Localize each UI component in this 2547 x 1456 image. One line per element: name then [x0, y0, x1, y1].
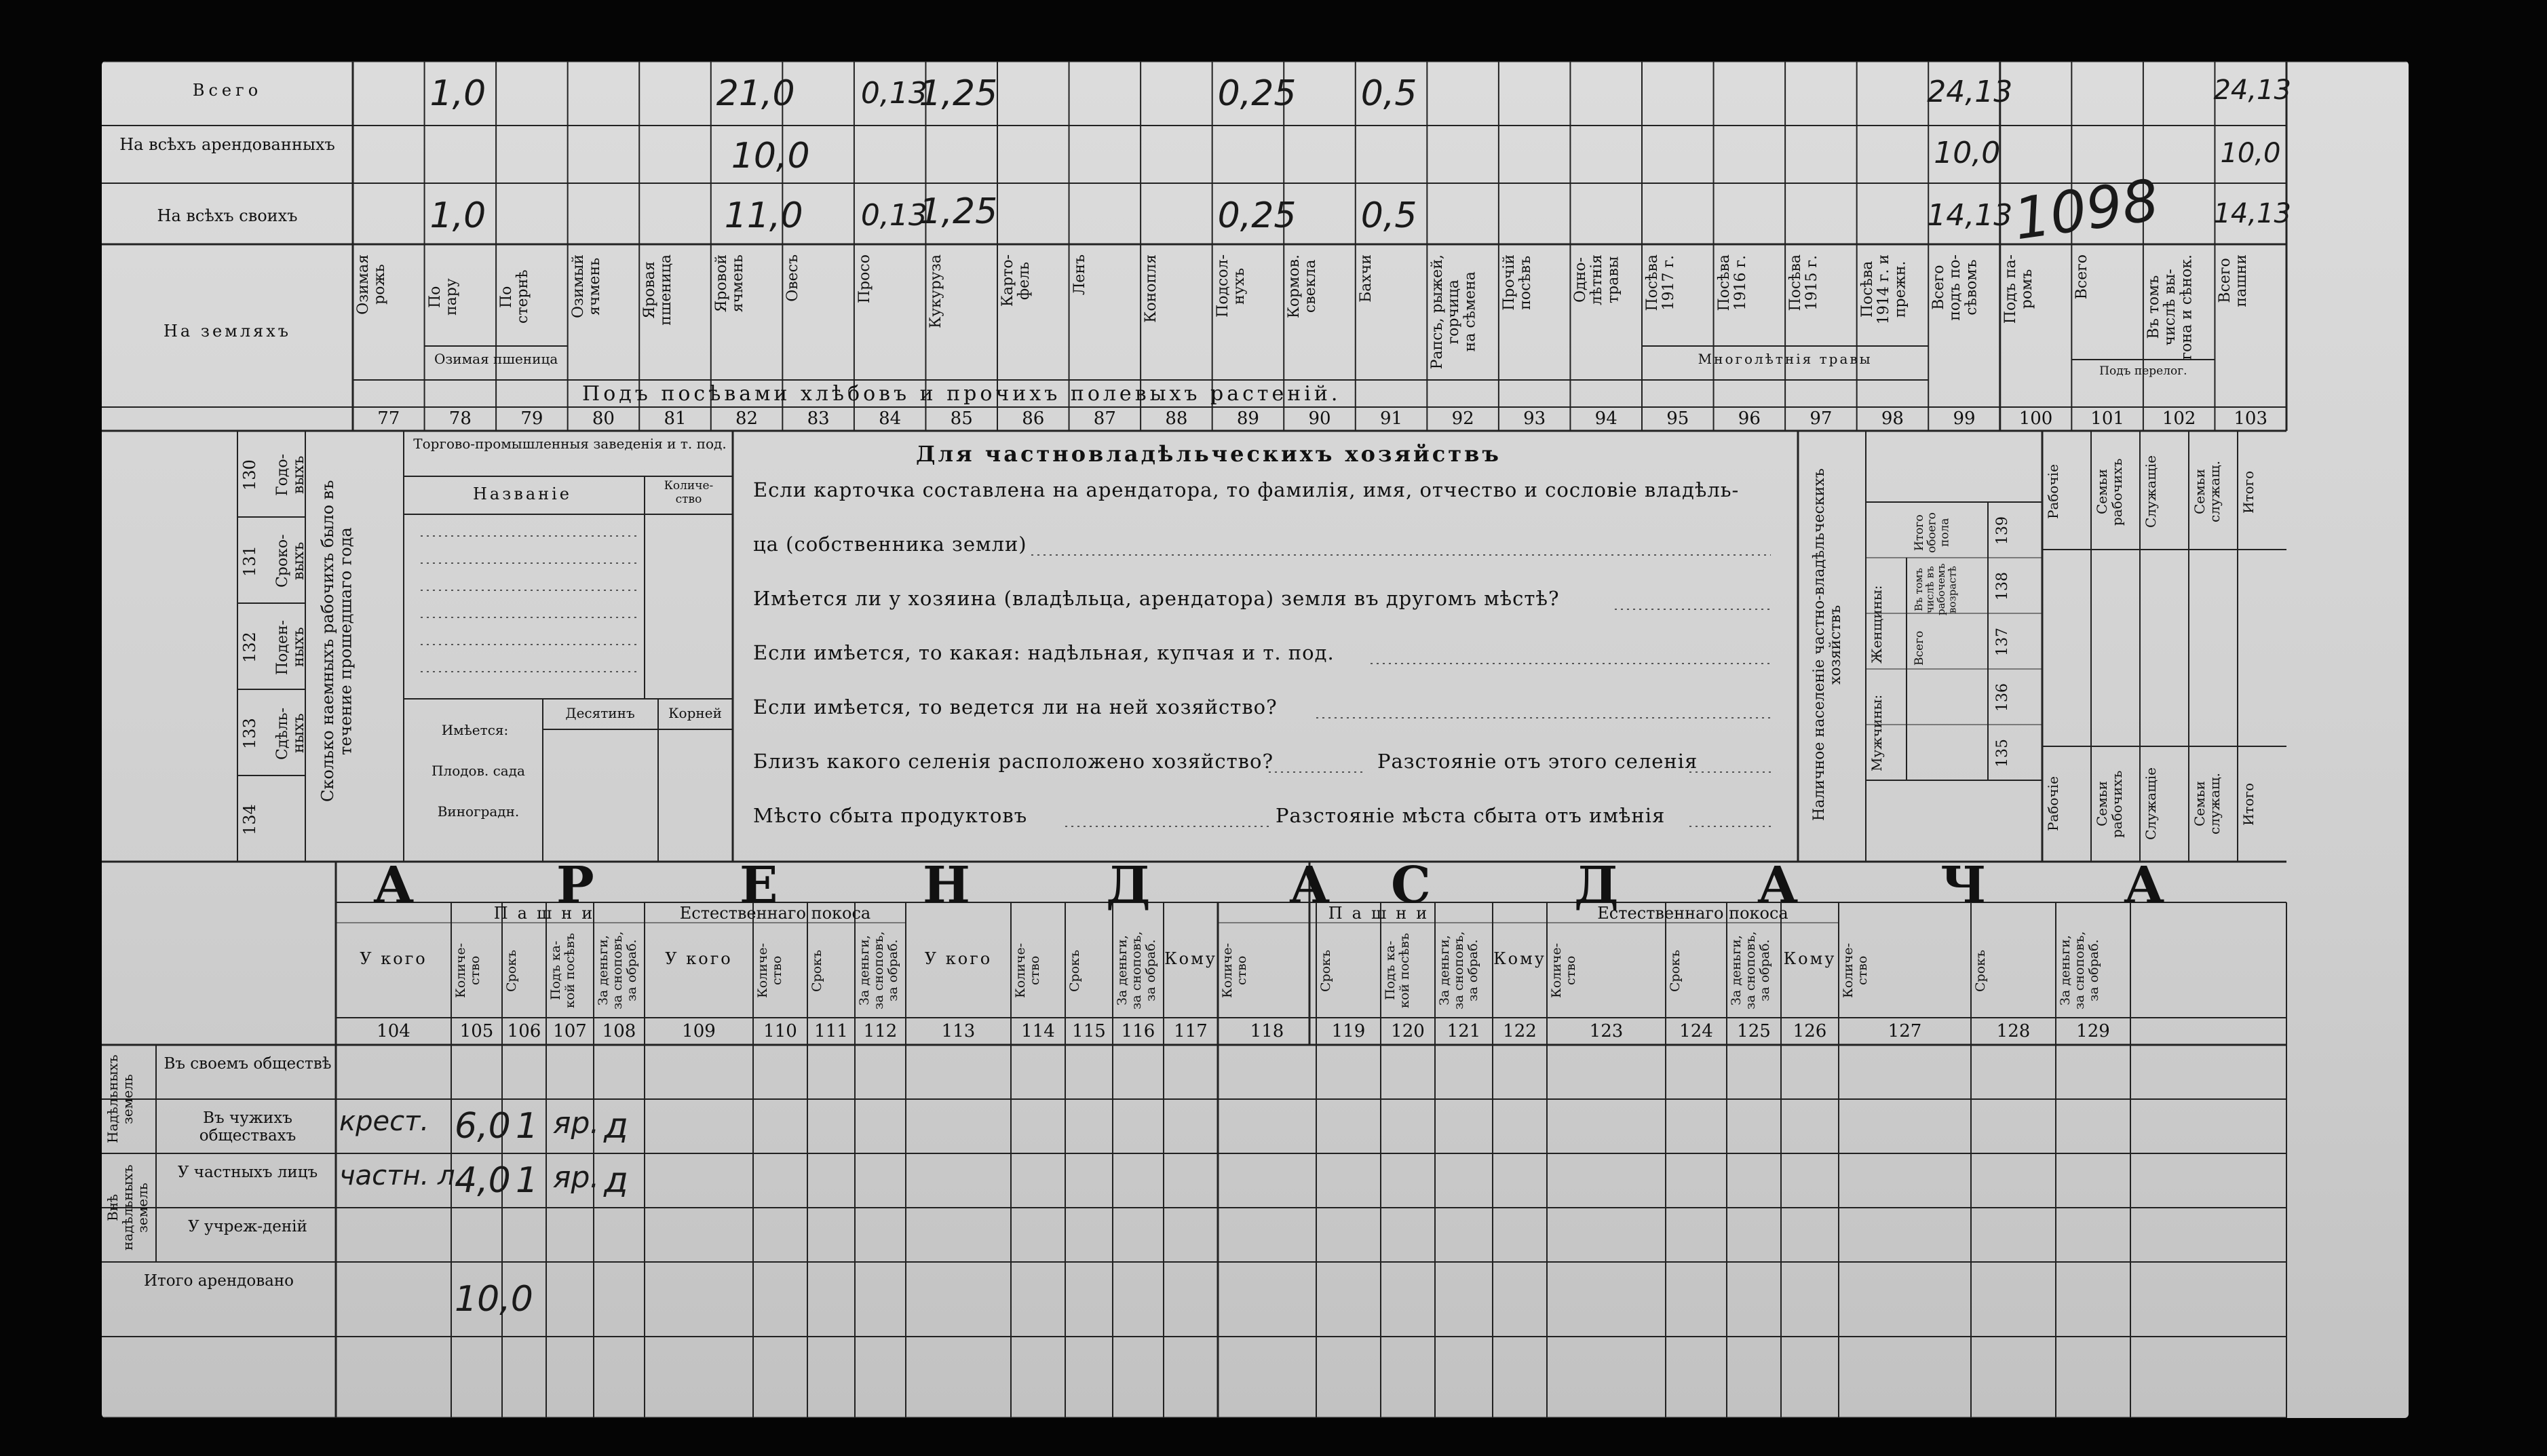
sdacha-letter: А	[1757, 856, 1799, 915]
right-col-footer: Рабочiе	[2045, 776, 2061, 832]
pod-perelog-header: Подъ перелог.	[2099, 364, 2187, 378]
column-header: Бахчи	[1357, 254, 1375, 303]
sdacha-letter: А	[2124, 856, 2165, 915]
row-label: У учреж-денiй	[188, 1218, 307, 1235]
col-number: 112	[863, 1021, 898, 1041]
col-header: Кому	[1783, 949, 1837, 968]
column-header: Озимый ячмень	[569, 254, 603, 318]
handwritten-value: 24,13	[2213, 75, 2291, 106]
mnogoletnie-header: Многолѣтнiя травы	[1698, 351, 1873, 367]
col-header: Подъ ка- кой посѣвъ	[1383, 933, 1412, 1009]
column-header: Всего подъ по- сѣвомъ	[1930, 254, 1980, 321]
col-header: Кому	[1164, 949, 1217, 968]
arenda-letter: А	[1289, 856, 1330, 915]
column-number: 87	[1093, 408, 1116, 429]
column-header: Посѣва 1915 г.	[1787, 254, 1821, 311]
worker-type: Поден- ныхъ	[274, 619, 308, 675]
col-header: Срокъ	[809, 949, 824, 992]
col-header: Количе- ство	[1220, 942, 1249, 999]
column-header: Посѣва 1914 г. и прежн.	[1858, 254, 1909, 325]
handwritten-value: 1,0	[429, 195, 486, 236]
col-header: У кого	[924, 949, 993, 968]
column-number: 103	[2234, 408, 2268, 429]
column-number: 91	[1380, 408, 1403, 429]
handwritten-value: 10,0	[2220, 138, 2281, 169]
worker-number: 131	[240, 545, 259, 577]
pop-vsego: Всего	[1913, 630, 1926, 666]
col-number: 115	[1072, 1021, 1106, 1041]
right-col-header: Семьи служащ.	[2191, 461, 2223, 523]
handwritten-value: 0,5	[1360, 73, 1417, 114]
col-number: 107	[553, 1021, 587, 1041]
pop-men: Мужчины:	[1869, 694, 1885, 771]
column-number: 79	[520, 408, 543, 429]
column-header: Кормов. свекла	[1286, 254, 1320, 319]
column-header: По стернѣ	[498, 269, 532, 324]
question-2: Имѣется ли у хозяина (владѣльца, арендатора) земля въ другомъ мѣстѣ?	[753, 587, 1560, 610]
right-col-footer: Итого	[2240, 782, 2257, 826]
handwritten-value: 1	[516, 1160, 539, 1201]
workers-caption: Сколько наемныхъ рабочихъ было въ течение прошедшаго года	[318, 480, 356, 803]
column-header: Прочiй посѣвъ	[1500, 254, 1535, 311]
column-header: Просо	[856, 254, 873, 304]
col-number: 114	[1021, 1021, 1055, 1041]
col-number: 118	[1250, 1021, 1284, 1041]
col-number: 105	[459, 1021, 494, 1041]
handwritten-value: 14,13	[2213, 198, 2291, 229]
worker-number: 134	[240, 804, 259, 835]
pop-itogo: Итого обоего пола	[1913, 512, 1952, 553]
handwritten-value: яр.	[553, 1106, 600, 1141]
col-number: 113	[941, 1021, 976, 1041]
column-header: Яровая пшеница	[641, 254, 675, 326]
col-header: Срокъ	[504, 949, 519, 992]
sdacha-letter: Ч	[1940, 856, 1987, 915]
question-1b: ца (собственника земли)	[753, 533, 1027, 556]
column-header: Подсол- нухъ	[1214, 254, 1248, 318]
handwritten-value: 21,0	[716, 73, 795, 114]
handwritten-value: д	[604, 1160, 628, 1201]
row-label: Въ чужихъ обществахъ	[199, 1109, 296, 1145]
handwritten-value: 0,13	[860, 198, 927, 233]
sdacha-letter: Д	[1574, 856, 1619, 915]
column-number: 95	[1666, 408, 1689, 429]
column-number: 102	[2162, 408, 2196, 429]
sdacha-letter: С	[1391, 856, 1431, 915]
trade-qty-header: Количе- ство	[664, 479, 714, 506]
col-number: 129	[2076, 1021, 2110, 1041]
right-col-header: Итого	[2240, 470, 2257, 514]
question-6a: Мѣсто сбыта продуктовъ	[753, 804, 1028, 827]
right-col-header: Служащiе	[2143, 455, 2159, 529]
col-header: За деньги, за сноповъ, за обраб.	[857, 931, 900, 1010]
card-number: 1098	[2009, 166, 2163, 253]
col-header: За деньги, за сноповъ, за обраб.	[596, 931, 639, 1010]
col-number: 110	[763, 1021, 797, 1041]
pokos-sdacha: Естественнаго покоса	[1597, 904, 1788, 923]
right-col-footer: Служащiе	[2143, 767, 2159, 841]
private-title: Для частновладѣльческихъ хозяйствъ	[916, 441, 1501, 467]
handwritten-value: частн. л.	[339, 1160, 464, 1191]
column-header: Кукуруза	[927, 254, 945, 328]
pod-posevami-header: Подъ посѣвами хлѣбовъ и прочихъ полевыхъ растенiй.	[582, 382, 1341, 406]
census-card	[102, 61, 2409, 1418]
pashni-sdacha: Пашни	[1328, 904, 1437, 923]
question-3: Если имѣется, то какая: надѣльная, купчая и т. под.	[753, 641, 1335, 664]
handwritten-value: 1,0	[429, 73, 486, 114]
column-number: 98	[1881, 408, 1904, 429]
worker-type: Сдѣль- ныхъ	[274, 707, 308, 760]
column-header: Рапсъ, рыжей, горчица на сѣмена	[1429, 254, 1479, 370]
ozimaya-pshenitsa-header: Озимая пшеница	[434, 351, 558, 367]
column-number: 94	[1594, 408, 1617, 429]
group-vnenadel: Внѣ надѣльныхъ земель	[104, 1164, 151, 1251]
column-header: Подъ па- ромъ	[2002, 254, 2035, 324]
col-number: 119	[1331, 1021, 1366, 1041]
column-header: Ленъ	[1071, 254, 1088, 296]
row-label-na-zemlyah: На земляхъ	[163, 322, 292, 341]
population-caption: Наличное населенiе частно-владѣльческихъ хозяйствъ	[1811, 468, 1845, 821]
question-5b: Разстоянiе отъ этого селенiя	[1377, 750, 1698, 773]
col-number: 121	[1447, 1021, 1481, 1041]
col-number: 116	[1121, 1021, 1155, 1041]
col-header: За деньги, за сноповъ, за обраб.	[1437, 931, 1480, 1010]
handwritten-value: яр.	[553, 1160, 600, 1195]
column-header: По пару	[426, 278, 460, 315]
handwritten-value: 0,13	[860, 76, 927, 111]
pop-number: 135	[1994, 739, 2011, 767]
column-number: 99	[1953, 408, 1976, 429]
column-number: 84	[879, 408, 902, 429]
col-header: Срокъ	[1668, 949, 1683, 992]
col-number: 123	[1589, 1021, 1624, 1041]
right-col-footer: Семьи рабочихъ	[2094, 770, 2125, 838]
handwritten-value: 1,25	[919, 191, 998, 232]
question-1a: Если карточка составлена на арендатора, то фамилiя, имя, отчество и сословiе владѣль-	[753, 478, 1740, 501]
col-number: 111	[814, 1021, 848, 1041]
column-number: 88	[1165, 408, 1188, 429]
row-label: Итого арендовано	[143, 1272, 294, 1290]
worker-type	[275, 789, 302, 850]
col-number: 125	[1737, 1021, 1771, 1041]
arenda-letter: Н	[923, 856, 970, 915]
col-number: 106	[507, 1021, 541, 1041]
desyatin-header: Десятинъ	[565, 705, 635, 721]
column-number: 82	[735, 408, 759, 429]
col-header: Срокъ	[1067, 949, 1082, 992]
handwritten-value: 14,13	[1927, 198, 2013, 233]
row-label-svoih: На всѣхъ своихъ	[157, 206, 298, 225]
handwritten-value: 0,25	[1217, 73, 1297, 114]
plodov-sada-label: Плодов. сада	[432, 763, 525, 779]
question-6b: Разстоянiе мѣста сбыта отъ имѣнiя	[1276, 804, 1666, 827]
handwritten-value: 24,13	[1927, 75, 2013, 109]
col-header: У кого	[665, 949, 733, 968]
column-number: 85	[950, 408, 973, 429]
col-header: Количе- ство	[1013, 942, 1042, 999]
pop-women: Женщины:	[1869, 585, 1885, 664]
col-header: За деньги, за сноповъ, за обраб.	[1729, 931, 1772, 1010]
col-number: 108	[602, 1021, 636, 1041]
row-label-arend: На всѣхъ арендованныхъ	[119, 135, 335, 154]
col-number: 127	[1888, 1021, 1922, 1041]
column-number: 96	[1738, 408, 1761, 429]
column-header: Всего	[2073, 254, 2091, 300]
pop-number: 137	[1994, 628, 2011, 656]
col-header: Количе- ство	[1549, 942, 1578, 999]
column-number: 101	[2090, 408, 2124, 429]
pop-workage: Въ томъ числѣ въ рабочемъ возрастѣ	[1913, 563, 1959, 615]
handwritten-value: д	[604, 1106, 628, 1147]
row-label: У частныхъ лицъ	[177, 1164, 318, 1181]
column-header: Овесъ	[784, 254, 802, 302]
col-header: Количе- ство	[755, 942, 784, 999]
col-number: 120	[1391, 1021, 1425, 1041]
pop-number: 139	[1994, 516, 2011, 545]
pop-number: 138	[1994, 572, 2011, 600]
question-4: Если имѣется, то ведется ли на ней хозяйство?	[753, 695, 1278, 719]
worker-type: Сроко- выхъ	[274, 534, 308, 588]
column-header: Въ томъ числѣ вы- гона и сѣнок.	[2145, 254, 2196, 360]
worker-type: Годо- выхъ	[274, 453, 308, 497]
column-header: Посѣва 1917 г.	[1644, 254, 1678, 311]
handwritten-value: 0,5	[1360, 195, 1417, 236]
col-number: 122	[1503, 1021, 1537, 1041]
arenda-letter: А	[373, 856, 415, 915]
group-nadel: Надѣльныхъ земель	[104, 1054, 136, 1144]
row-label: Въ своемъ обществѣ	[164, 1055, 332, 1073]
worker-number: 132	[240, 632, 259, 663]
trade-name-header: Названiе	[472, 484, 573, 503]
column-number: 97	[1809, 408, 1833, 429]
trade-title: Торгово-промышленныя заведенiя и т. под.	[413, 436, 727, 452]
column-header: Посѣва 1916 г.	[1715, 254, 1749, 311]
col-header: Срокъ	[1973, 949, 1988, 992]
handwritten-value: 11,0	[724, 195, 803, 236]
col-header: За деньги, за сноповъ, за обраб.	[2058, 931, 2101, 1010]
column-number: 81	[664, 408, 687, 429]
column-number: 92	[1451, 408, 1474, 429]
col-header: Кому	[1493, 949, 1546, 968]
column-header: Яровой ячмень	[712, 254, 746, 313]
pop-number: 136	[1994, 683, 2011, 712]
col-header: Количе- ство	[453, 942, 482, 999]
pokos-arenda: Естественнаго покоса	[679, 904, 871, 923]
col-number: 117	[1174, 1021, 1208, 1041]
handwritten-value: 4,0	[455, 1160, 511, 1201]
handwritten-value: 10,0	[455, 1279, 533, 1320]
arenda-letter: Е	[740, 856, 778, 915]
vinogradn-label: Виноградн.	[437, 803, 520, 820]
column-number: 100	[2018, 408, 2053, 429]
col-number: 104	[377, 1021, 410, 1041]
handwritten-value: 0,25	[1217, 195, 1297, 236]
right-col-header: Семьи рабочихъ	[2094, 458, 2125, 526]
column-number: 89	[1236, 408, 1259, 429]
col-header: У кого	[360, 949, 427, 968]
col-header: Подъ ка- кой посѣвъ	[548, 933, 577, 1009]
column-number: 83	[807, 408, 830, 429]
column-header: Одно- лѣтнiя травы	[1572, 254, 1622, 305]
right-col-header: Рабочiе	[2045, 464, 2061, 520]
handwritten-value: 10,0	[1934, 136, 2001, 170]
column-number: 86	[1022, 408, 1045, 429]
handwritten-value: 10,0	[731, 136, 810, 176]
column-number: 90	[1308, 408, 1331, 429]
column-number: 77	[377, 408, 400, 429]
col-header: Количе- ство	[1841, 942, 1870, 999]
col-number: 124	[1679, 1021, 1713, 1041]
column-number: 78	[448, 408, 472, 429]
column-header: Конопля	[1143, 254, 1160, 323]
handwritten-value: 1	[516, 1106, 539, 1147]
column-number: 93	[1523, 408, 1546, 429]
right-col-footer: Семьи служащ.	[2191, 773, 2223, 835]
column-header: Озимая рожь	[355, 254, 389, 315]
arenda-letter: Д	[1106, 856, 1151, 915]
column-number: 80	[592, 408, 615, 429]
imeetsya-label: Имѣется:	[441, 722, 509, 738]
col-header: Срокъ	[1318, 949, 1333, 992]
handwritten-value: 6,0	[455, 1106, 511, 1147]
col-header: За деньги, за сноповъ, за обраб.	[1115, 931, 1158, 1010]
arenda-letter: Р	[556, 856, 594, 915]
column-header: Всего пашни	[2217, 254, 2251, 307]
worker-number: 130	[240, 459, 259, 491]
question-5a: Близъ какого селенiя расположено хозяйство?	[753, 750, 1274, 773]
handwritten-value: 1,25	[919, 73, 998, 114]
korney-header: Корней	[668, 705, 722, 721]
column-header: Карто- фель	[999, 254, 1033, 307]
worker-number: 133	[240, 718, 259, 749]
pashni-arenda: Пашни	[493, 904, 602, 923]
col-number: 126	[1793, 1021, 1827, 1041]
handwritten-value: крест.	[339, 1106, 429, 1137]
col-number: 109	[682, 1021, 716, 1041]
row-label-vsego: Всего	[192, 81, 263, 100]
col-number: 128	[1996, 1021, 2031, 1041]
